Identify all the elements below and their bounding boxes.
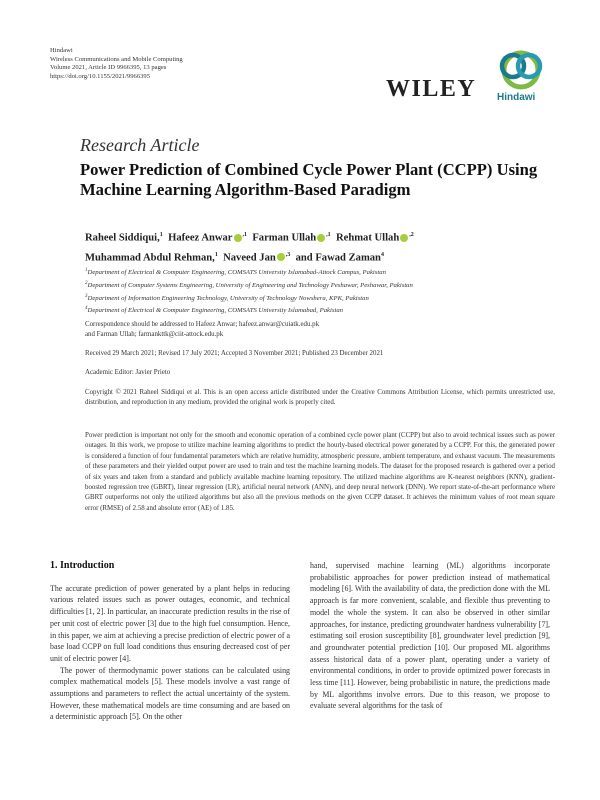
orcid-icon[interactable] (277, 253, 285, 261)
publisher-name: Hindawi (50, 47, 73, 54)
abstract: Power prediction is important not only for the smooth and economic operation of a combined cycle power plant (CCPP) but also to avoid technical issues such as power outages. In this work, we propose to utilize machine learning algorithms to predict the hourly-based electrical power generated by a CCPP. For this, the generated power is considered a function of four fundamental parameters which are relative humidity, atmospheric pressure, ambient temperature, and exhaust vacuum. The measurements of these parameters and their yielded output power are used to train and test the machine learning models. The dataset for the proposed research is gathered over a period of six years and taken from a standard and publicly available machine learning repository. The utilized machine algorithms are K-nearest neighbors (KNN), gradient-boosted regression tree (GBRT), linear regression (LR), artificial neural network (ANN), and deep neural network (DNN). We report state-of-the-art performance where GBRT outperforms not only the utilized algorithms but also all the previous methods on the given CCPP dataset. It achieves the minimum values of root mean square error (RMSE) of 2.58 and absolute error (AE) of 1.85. (85, 432, 555, 512)
author-name: Muhammad Abdul Rehman, (85, 252, 215, 264)
affiliation: $^4$Department of Electrical & Computer Engineering, COMSATS University Islamabad, Pakistan (85, 306, 344, 315)
copyright: Copyright © 2021 Raheel Siddiqui et al. This is an open access article distributed under the Creative Commons Attribution License, which permits unrestricted use, distribution, and reproduction in any medium, provided the original work is properly cited. (85, 389, 555, 407)
author-name: Rehmat Ullah (335, 232, 400, 244)
author-name: Naveed Jan (223, 252, 276, 264)
author-name: Farman Ullah (252, 232, 317, 244)
affiliation: $^1$Department of Electrical & Computer Engineering, COMSATS University Islamabad-Attock Campus, Pakistan (85, 268, 386, 277)
author-name: Hafeez Anwar (168, 232, 233, 244)
correspondence: Correspondence should be addressed to Hafeez Anwar; hafeez.anwar@cuiatk.edu.pk and Farman Ullah; farmankttk@ciit-attock.edu.pk (85, 321, 320, 339)
affiliation: $^3$Department of Information Engineering Technology, University of Technology Nowshera, KPK, Pakistan (85, 293, 369, 302)
dates: Received 29 March 2021; Revised 17 July 2021; Accepted 3 November 2021; Published 23 December 2021 (85, 350, 384, 357)
section-heading: 1. Introduction (50, 560, 115, 571)
paragraph: The accurate prediction of power generated by a plant helps in reducing various related issues such as power outages, economic, and technical difficulties [1, 2]. In particular, an inaccurate prediction results in the rise of per unit cost of electric power [3] due to the high fuel consumption. Hence, in this paper, we aim at achieving a precise prediction of electric power of a base load CCPP on full load conditions thus ensuring decreased cost of per unit of electric power [4]. (50, 583, 290, 663)
left-column (50, 560, 290, 723)
title-line-1: Power Prediction of Combined Cycle Power Plant (CCPP) Using (80, 160, 538, 179)
author-list (85, 227, 545, 266)
author-name: and Fawad Zaman (295, 252, 381, 264)
doi-link[interactable]: https://doi.org/10.1155/2021/9966395 (50, 72, 151, 80)
paragraph: The power of thermodynamic power stations can be calculated using complex mathematical models [5]. These models involve a vast range of assumptions and parameters to reflect the actual uncertainty of the system. However, these mathematical models are time consuming and are based on a deterministic approach [5]. On the other (50, 665, 290, 722)
orcid-icon[interactable] (234, 234, 242, 242)
orcid-icon[interactable] (317, 234, 325, 242)
author-name: Raheel Siddiqui, (85, 232, 160, 244)
title-line-2: Machine Learning Algorithm-Based Paradigm (80, 180, 411, 199)
affiliation: $^2$Department of Computer Systems Engineering, University of Engineering and Technology Peshawar, Peshawar, Pakistan (85, 280, 413, 290)
paper-title (80, 160, 550, 200)
affiliations (85, 266, 555, 317)
orcid-icon[interactable] (400, 234, 408, 242)
journal-name: Wireless Communications and Mobile Computing (50, 55, 183, 63)
wiley-logo: WILEY (386, 76, 477, 102)
author-line-1: Raheel Siddiqui,$^1$ Hafeez Anwar $^{,1}$ Farman Ullah $^{,1}$ Rehmat Ullah $^{,2}$ (85, 232, 414, 244)
paragraph: hand, supervised machine learning (ML) algorithms incorporate probabilistic approaches for power prediction instead of mathematical modeling [6]. With the availability of data, the prediction done with the ML approach is far more convenient, scalable, and flexible thus preventing to model the whole the system. It can also be observed in other similar approaches, for instance, predicting groundwater hardness vulnerability [7], estimating soil erosion susceptibility [8], groundwater level prediction [9], and groundwater potential prediction [10]. Our proposed ML algorithms assess historical data of a power plant, operating under a variety of environmental conditions, in order to provide optimized power forecasts in less time [11]. However, being probabilistic in nature, the predictions made by ML algorithms involve errors. Due to this reason, we propose to evaluate several algorithms for the task of (310, 561, 550, 711)
article-type: Research Article (80, 135, 200, 155)
journal-info (50, 47, 183, 81)
academic-editor: Academic Editor: Javier Prieto (85, 369, 171, 376)
volume-info: Volume 2021, Article ID 9966395, 13 pages (50, 64, 167, 72)
hindawi-logo-text: Hindawi (497, 92, 536, 103)
right-column (310, 560, 550, 712)
author-line-2: Muhammad Abdul Rehman,$^1$ Naveed Jan $^{,3}$ and Fawad Zaman$^4$ (85, 251, 384, 264)
